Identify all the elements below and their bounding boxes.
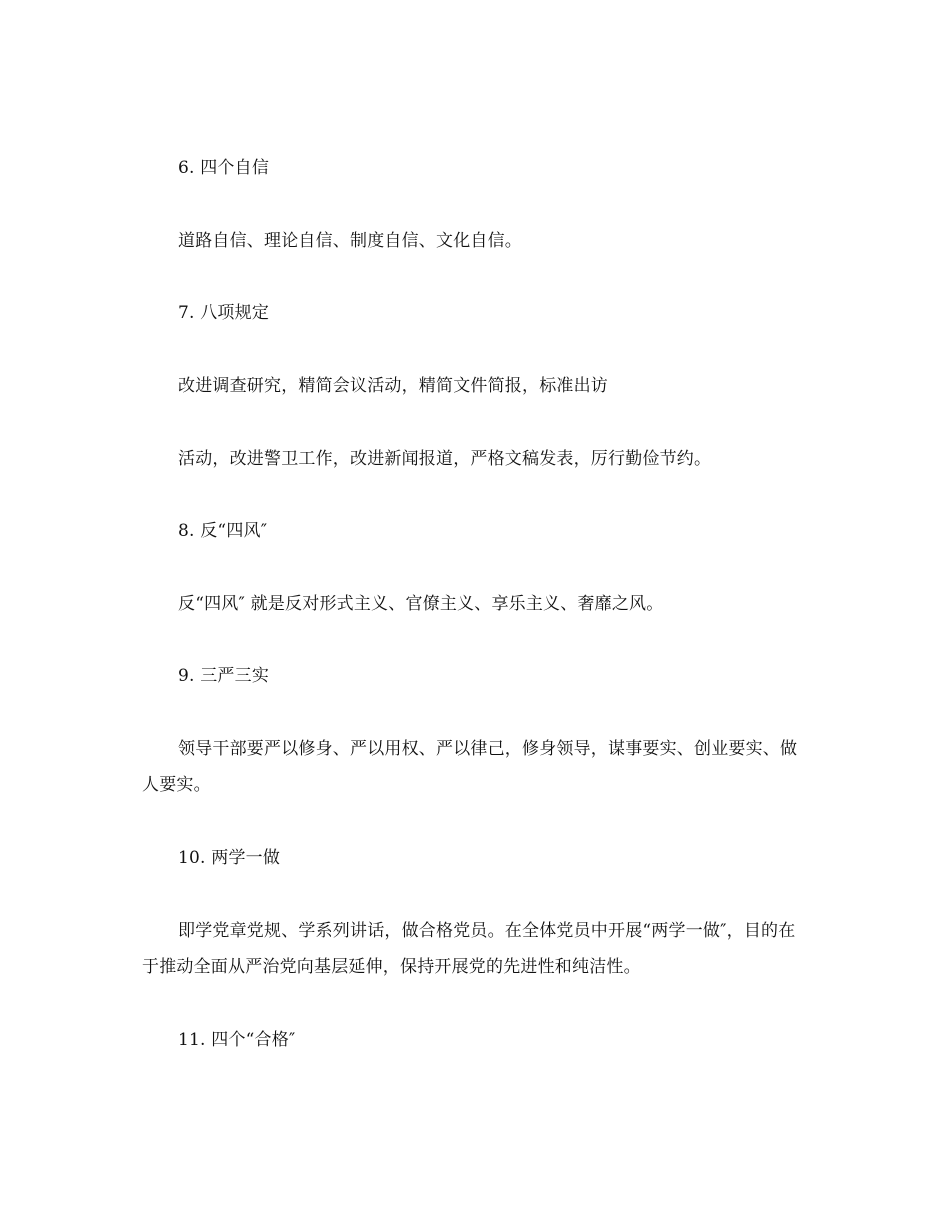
section-text-8: 反“四风″ 就是反对形式主义、官僚主义、享乐主义、奢靡之风。 (178, 594, 664, 614)
section-heading-9: 9. 三严三实 (178, 666, 270, 686)
section-heading-7: 7. 八项规定 (178, 303, 270, 323)
section-heading-6: 6. 四个自信 (178, 158, 270, 178)
section-heading-8: 8. 反“四风″ (178, 521, 268, 541)
section-text-10: 即学党章党规、学系列讲话，做合格党员。在全体党员中开展“两学一做″，目的在于推动全面从严治党向基层延伸，保持开展党的先进性和纯洁性。 (142, 921, 796, 977)
section-text-9: 领导干部要严以修身、严以用权、严以律己，修身领导，谋事要实、创业要实、做人要实。 (142, 739, 798, 795)
section-text-7-line-2: 活动，改进警卫工作，改进新闻报道，严格文稿发表，厉行勤俭节约。 (178, 449, 712, 469)
section-text-6: 道路自信、理论自信、制度自信、文化自信。 (178, 231, 522, 251)
section-text-7-line-1: 改进调查研究，精简会议活动，精简文件简报，标准出访 (178, 376, 608, 396)
section-heading-11: 11. 四个“合格″ (178, 1030, 296, 1050)
section-heading-10: 10. 两学一做 (178, 848, 281, 868)
